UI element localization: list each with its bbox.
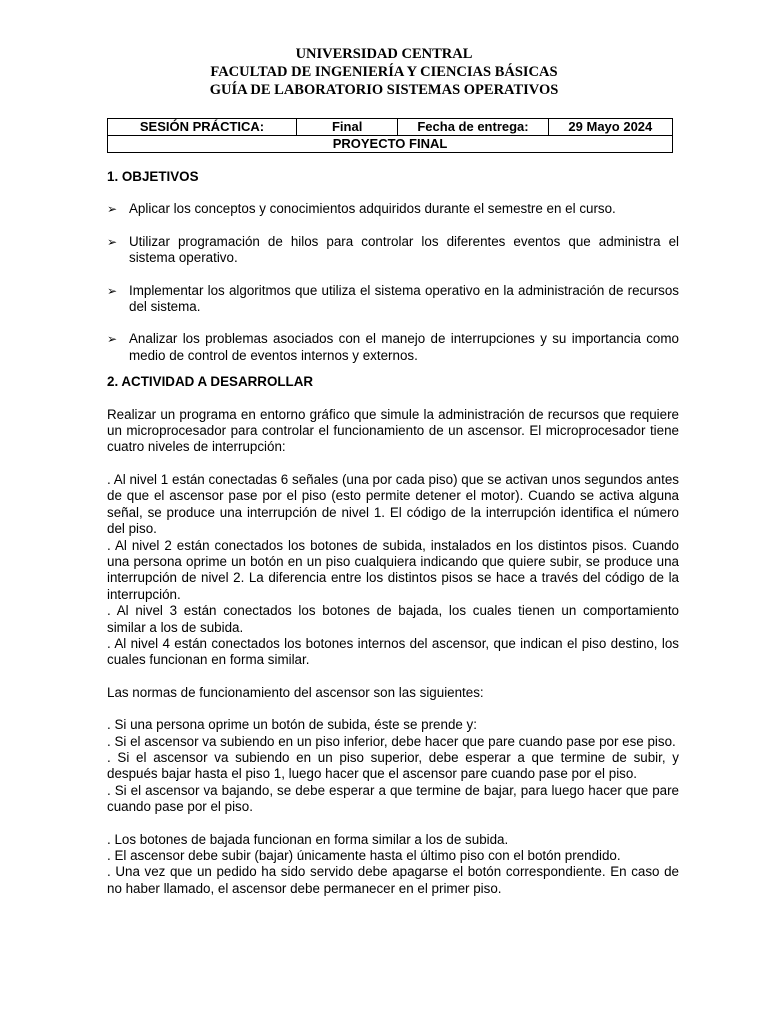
guide-title: GUÍA DE LABORATORIO SISTEMAS OPERATIVOS (209, 82, 559, 98)
objective-item: ➢ Implementar los algoritmos que utiliza el sistema operativo en la administración de recursos del sistema. (107, 282, 679, 315)
activity-intro: Realizar un programa en entorno gráfico que simule la administración de recursos que requiere un microprocesador para controlar el funcionamiento de un ascensor. El microprocesador tiene cuatro niveles de interrupción: (107, 406, 679, 455)
arrow-bullet-icon: ➢ (107, 332, 118, 347)
project-title: PROYECTO FINAL (108, 136, 673, 153)
arrow-bullet-icon: ➢ (107, 234, 118, 249)
session-info-table (107, 118, 673, 153)
level-paragraph: . Al nivel 2 están conectados los botones de subida, instalados en los distintos pisos. Cuando una persona oprime un botón en un piso cualquiera indicando que quiere subir, se produce una interrupción de nivel 2. La diferencia entre los distintos pisos se hace a través del código de la interrupción. (107, 537, 679, 602)
arrow-bullet-icon: ➢ (107, 283, 118, 298)
objective-item: ➢ Analizar los problemas asociados con el manejo de interrupciones y su importancia como medio de control de eventos internos y externos. (107, 331, 679, 363)
arrow-bullet-icon: ➢ (107, 202, 118, 217)
objective-item: ➢ Utilizar programación de hilos para controlar los diferentes eventos que administra el sistema operativo. (107, 233, 679, 266)
rule-paragraph: . Los botones de bajada funcionan en forma similar a los de subida. (107, 831, 509, 847)
rule-paragraph: . El ascensor debe subir (bajar) únicamente hasta el último piso con el botón prendido. (107, 848, 621, 863)
university-name: UNIVERSIDAD CENTRAL (295, 46, 473, 62)
rule-paragraph: . Si una persona oprime un botón de subida, éste se prende y: (107, 717, 477, 733)
objectives-list (107, 201, 679, 364)
rule-paragraph: . Si el ascensor va bajando, se debe esperar a que termine de bajar, para luego hacer que pare cuando pase por el piso. (107, 782, 679, 815)
interrupt-levels (107, 472, 679, 669)
section-objectives-heading: 1. OBJETIVOS (107, 169, 199, 184)
level-paragraph: . Al nivel 1 están conectadas 6 señales (una por cada piso) que se activan unos segundos antes de que el ascensor pase por el piso (esto permite detener el motor). Cuando se activa alguna señal, se produce una interrupción de nivel 1. El código de la interrupción identifica el número del piso. (107, 471, 679, 537)
rules-group-down (107, 832, 679, 898)
faculty-name: FACULTAD DE INGENIERÍA Y CIENCIAS BÁSICAS (210, 64, 558, 80)
section-activity-heading: 2. ACTIVIDAD A DESARROLLAR (107, 374, 314, 390)
document-header (0, 45, 768, 99)
document-body (107, 169, 679, 897)
rule-paragraph: . Una vez que un pedido ha sido servido debe apagarse el botón correspondiente. En caso de no haber llamado, el ascensor debe permanecer en el primer piso. (107, 864, 679, 896)
rules-group-up (107, 717, 679, 815)
due-date-value: 29 Mayo 2024 (548, 119, 672, 136)
level-paragraph: . Al nivel 3 están conectados los botones de bajada, los cuales tienen un comportamiento similar a los de subida. (107, 603, 679, 635)
session-label: SESIÓN PRÁCTICA: (108, 119, 297, 136)
rule-paragraph: . Si el ascensor va subiendo en un piso superior, debe esperar a que termine de subir, y después bajar hasta el piso 1, luego hacer que el ascensor pare cuando pase por el piso. (107, 749, 679, 782)
objective-item: ➢ Aplicar los conceptos y conocimientos adquiridos durante el semestre en el curso. (107, 201, 616, 217)
session-value: Final (297, 119, 398, 136)
rule-paragraph: . Si el ascensor va subiendo en un piso inferior, debe hacer que pare cuando pase por ese piso. (107, 733, 676, 749)
level-paragraph: . Al nivel 4 están conectados los botones internos del ascensor, que indican el piso destino, los cuales funcionan en forma similar. (107, 635, 679, 668)
rules-intro: Las normas de funcionamiento del ascensor son las siguientes: (107, 684, 484, 700)
due-date-label: Fecha de entrega: (398, 119, 548, 136)
